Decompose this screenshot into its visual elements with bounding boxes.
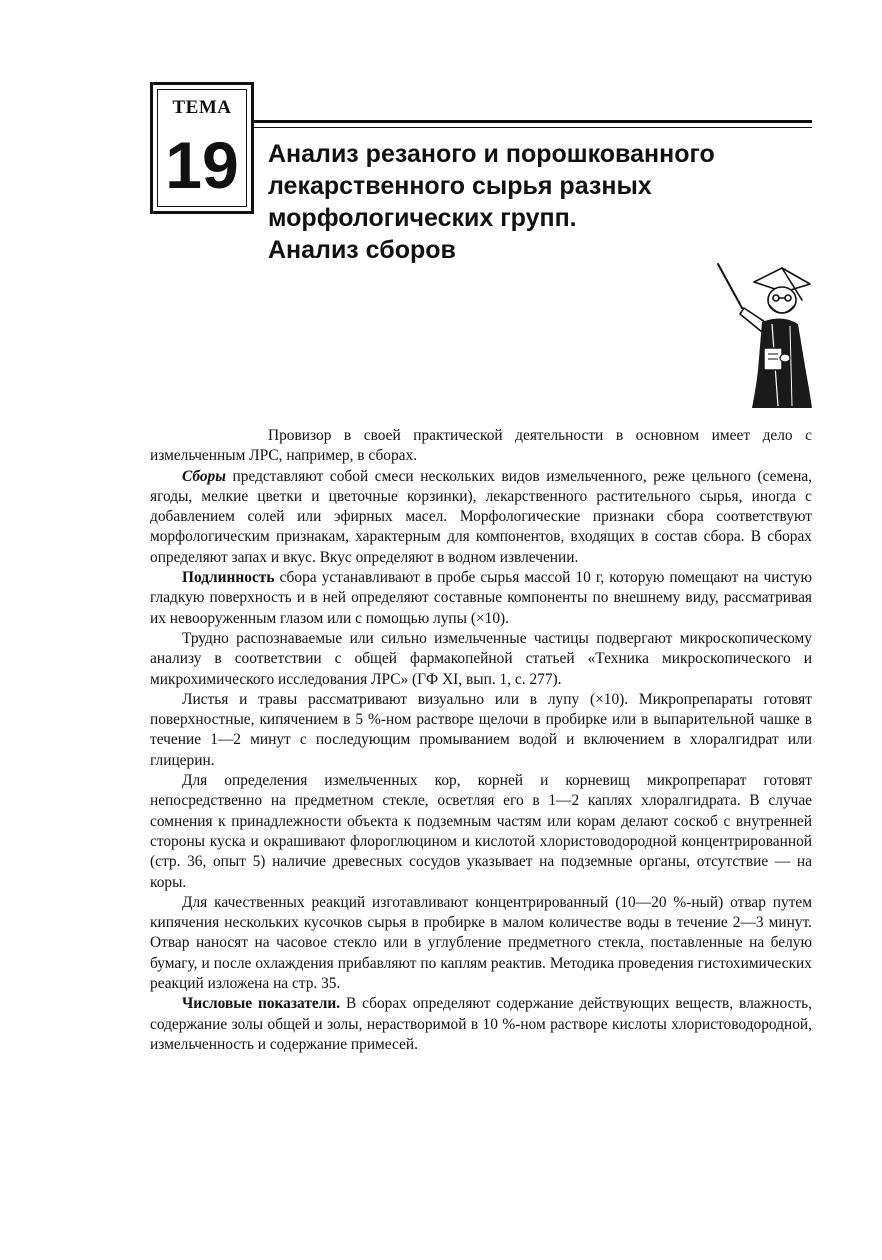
topic-number-box xyxy=(150,82,254,214)
paragraph: Сборы представляют собой смеси нескольких видов измельченного, реже цельного (семена, ягоды, мелкие цветки и цветочные корзинки), лекарственного растительного сырья, иногда с добавлением солей или эфирных масел. Морфологические признаки сбора соответствуют морфологическим признакам, характерным для компонентов, входящих в состав сбора. В сборах определяют запах и вкус. Вкус определяют в водном извлечении. xyxy=(150,467,812,566)
paragraph-lead: Сборы xyxy=(182,467,226,485)
professor-with-pointer-icon xyxy=(712,262,816,410)
paragraph: Числовые показатели. В сборах определяют содержание действующих веществ, влажность, содержание золы общей и золы, нерастворимой в 10 %-ном растворе кислоты хлористоводородной, измельченность и содержание примесей. xyxy=(150,995,812,1053)
body-text xyxy=(150,426,812,1055)
topic-number: 19 xyxy=(165,128,239,202)
paragraph: Трудно распознаваемые или сильно измельченные частицы подвергают микроскопическому анализу в соответствии с общей фармакопейной статьей «Техника микроскопического и микрохимического исследования ЛРС» (ГФ XI, вып. 1, с. 277). xyxy=(150,629,812,688)
chapter-title xyxy=(268,138,828,266)
paragraph: Подлинность сбора устанавливают в пробе сырья массой 10 г, которую помещают на чистую гладкую поверхность и в ней определяют составные компоненты по внешнему виду, рассматривая их невооруженным глазом или с помощью лупы (×10). xyxy=(150,569,812,627)
paragraph-lead: Числовые показатели. xyxy=(182,995,341,1013)
title-line: Анализ резаного и порошкованного xyxy=(268,140,715,168)
paragraph: Для определения измельченных кор, корней и корневищ микропрепарат готовят непосредственно на предметном стекле, осветляя его в 1—2 каплях хлоралгидрата. В случае сомнения к принадлежности объекта к подземным частям или корам делают соскоб с внутренней стороны куска и окрашивают флороглюцином и кислотой хлористоводородной концентрированной (стр. 36, опыт 5) наличие древесных сосудов указывает на подземные органы, отсутствие — на коры. xyxy=(150,772,812,891)
paragraph: Для качественных реакций изготавливают концентрированный (10—20 %-ный) отвар путем кипячения нескольких кусочков сырья в пробирке в малом количестве воды в течение 2—3 минут. Отвар наносят на часовое стекло или в углубление предметного стекла, поставленные на белую бумагу, и после охлаждения прибавляют по каплям реактив. Методика проведения гистохимических реакций изложена на стр. 35. xyxy=(150,893,812,993)
paragraph: Листья и травы рассматривают визуально или в лупу (×10). Микропрепараты готовят поверхностные, кипячением в 5 %-ном растворе щелочи в пробирке или в выпарительной чашке в течение 1—2 минут с последующим промыванием водой и включением в хлоралгидрат или глицерин. xyxy=(150,690,812,769)
title-line: Анализ сборов xyxy=(268,236,456,264)
header-rule-thin xyxy=(254,127,812,128)
title-line: лекарственного сырья разных xyxy=(268,172,652,200)
paragraph: Провизор в своей практической деятельности в основном имеет дело с измельченным ЛРС, например, в сборах. xyxy=(150,427,812,465)
paragraph-lead: Подлинность xyxy=(182,569,275,587)
header-rule xyxy=(254,120,812,123)
topic-label: ТЕМА xyxy=(172,97,232,118)
title-line: морфологических групп. xyxy=(268,204,577,232)
